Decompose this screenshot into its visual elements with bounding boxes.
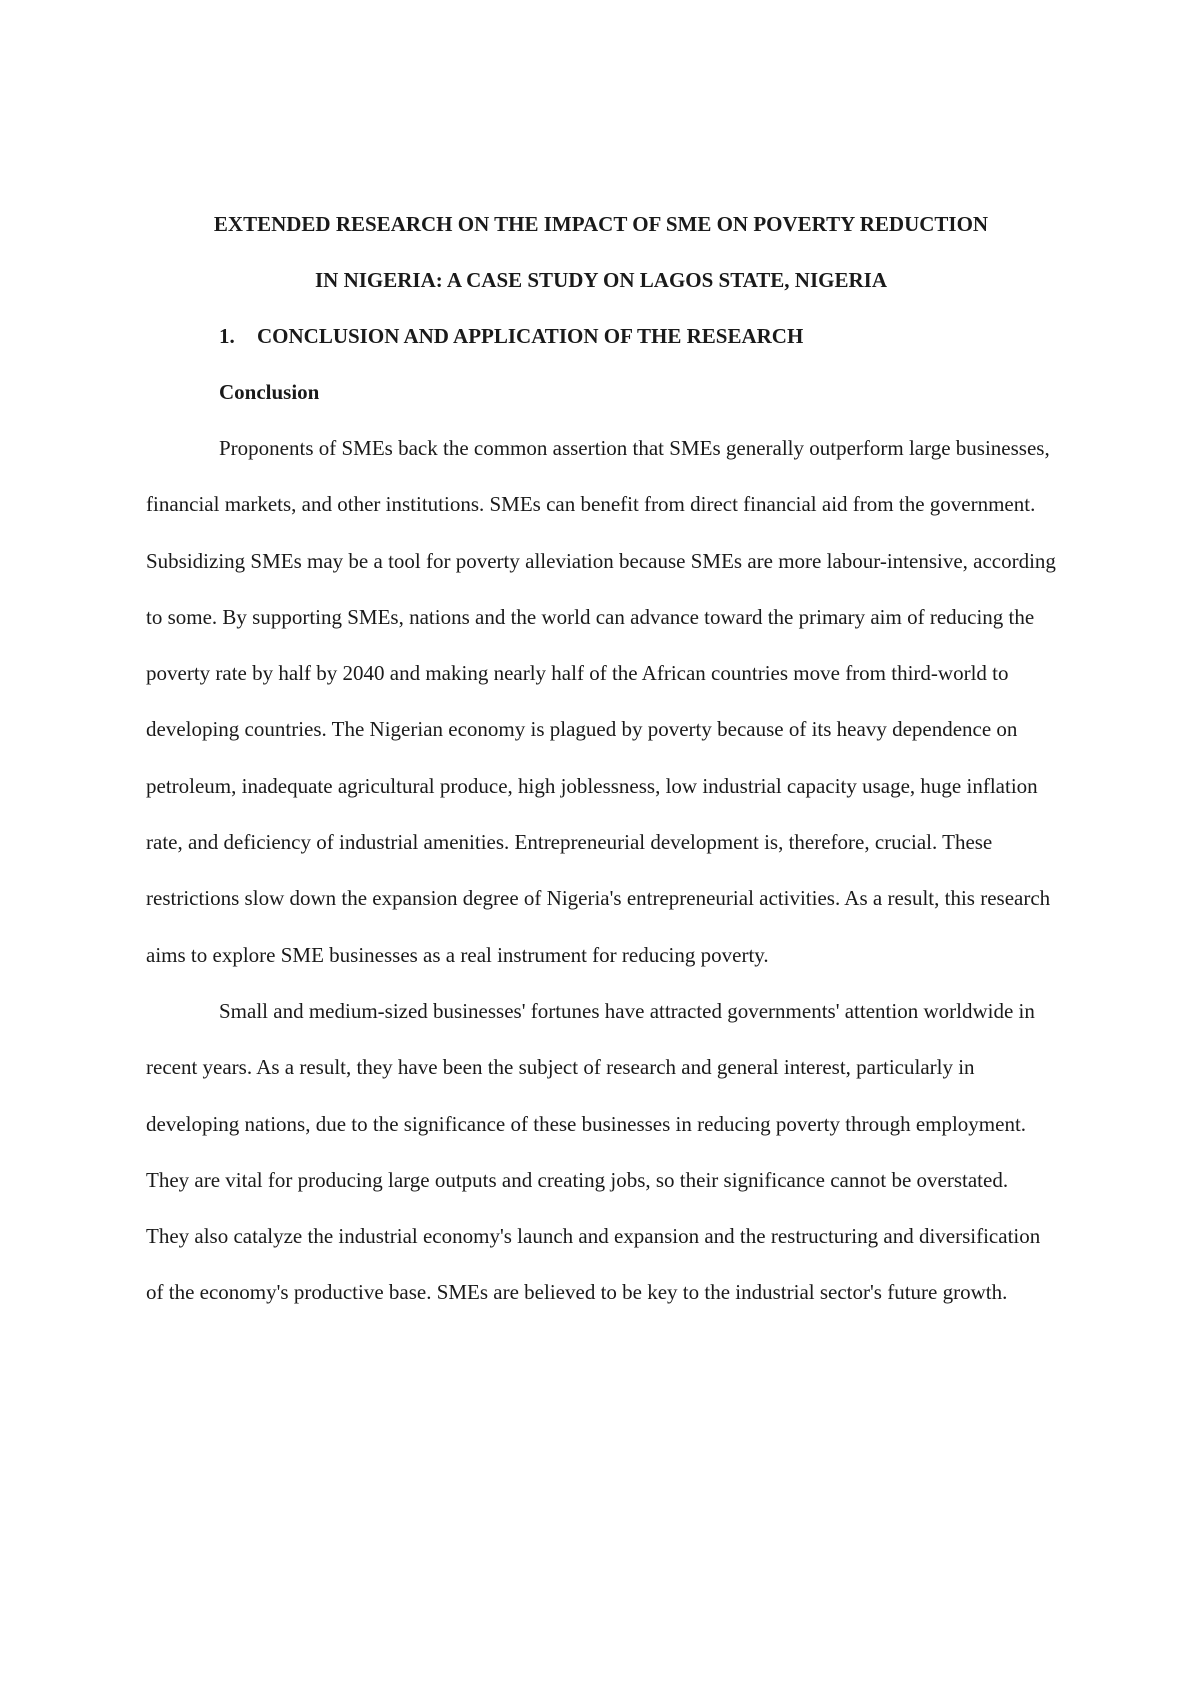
section-heading: [146, 308, 1056, 364]
document-body: [146, 196, 1056, 1321]
section-heading-text: CONCLUSION AND APPLICATION OF THE RESEARCH: [257, 324, 804, 348]
subsection-heading: Conclusion: [219, 380, 320, 404]
paragraph-1: Proponents of SMEs back the common assertion that SMEs generally outperform large businesses, financial markets, and other institutions. SMEs can benefit from direct financial aid from the government. Subsidizing SMEs may be a tool for poverty alleviation because SMEs are more labour-intensive, according to some. By supporting SMEs, nations and the world can advance toward the primary aim of reducing the poverty rate by half by 2040 and making nearly half of the African countries move from third-world to developing countries. The Nigerian economy is plagued by poverty because of its heavy dependence on petroleum, inadequate agricultural produce, high joblessness, low industrial capacity usage, huge inflation rate, and deficiency of industrial amenities. Entrepreneurial development is, therefore, crucial. These restrictions slow down the expansion degree of Nigeria's entrepreneurial activities. As a result, this research aims to explore SME businesses as a real instrument for reducing poverty.: [146, 436, 1056, 967]
document-title-line-2: IN NIGERIA: A CASE STUDY ON LAGOS STATE, NIGERIA: [315, 268, 887, 292]
section-number: 1.: [219, 324, 235, 348]
paragraph-2: Small and medium-sized businesses' fortunes have attracted governments' attention worldwide in recent years. As a result, they have been the subject of research and general interest, particularly in developing nations, due to the significance of these businesses in reducing poverty through employment. They are vital for producing large outputs and creating jobs, so their significance cannot be overstated. They also catalyze the industrial economy's launch and expansion and the restructuring and diversification of the economy's productive base. SMEs are believed to be key to the industrial sector's future growth.: [146, 998, 1041, 1305]
document-title-line-1: EXTENDED RESEARCH ON THE IMPACT OF SME ON POVERTY REDUCTION: [213, 212, 989, 236]
